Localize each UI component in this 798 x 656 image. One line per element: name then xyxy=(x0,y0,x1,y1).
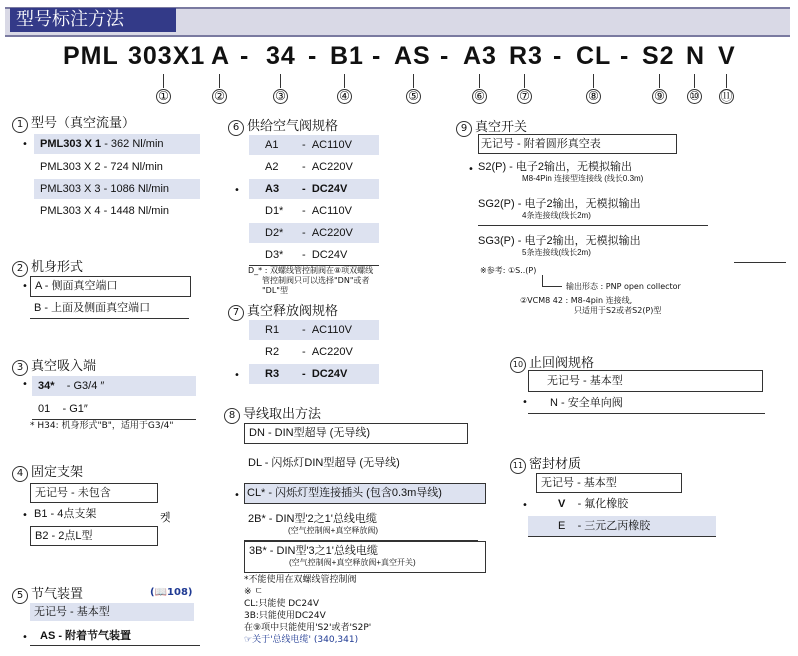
option-value: - 1086 Nl/min xyxy=(103,183,170,195)
option-code: E xyxy=(558,520,566,532)
section-number: 2 xyxy=(12,261,28,277)
option-row: 无记号 - 未包含 xyxy=(30,483,158,503)
section-8-title xyxy=(224,403,321,424)
option-row: D2* - AC220V xyxy=(249,223,379,243)
code-number: ④ xyxy=(337,89,352,104)
option-row xyxy=(244,510,478,541)
footnote: "DL"型 xyxy=(262,286,288,295)
bullet-icon: • xyxy=(234,370,240,381)
page-title: 型号标注方法 xyxy=(10,8,176,32)
code-part: B1 xyxy=(330,42,364,70)
option-main: 3B* - DIN型'3之1'总线电缆 xyxy=(249,545,378,557)
option-row xyxy=(34,201,200,221)
option-row xyxy=(34,134,200,154)
connector-line xyxy=(479,74,480,88)
option-row xyxy=(32,376,196,396)
footnotes xyxy=(244,574,371,646)
code-part: - xyxy=(553,42,563,70)
section-title-text: 机身形式 xyxy=(31,260,84,275)
footnote: D_* : 双螺线管控制阀在⑧项双螺线 xyxy=(248,266,374,275)
code-part: V xyxy=(718,42,736,70)
option-row: B - 上面及侧面真空端口 xyxy=(30,299,189,319)
code-number: ⑧ xyxy=(586,89,601,104)
option-code: D2* xyxy=(265,227,284,239)
option-sub: 5条连接线(线长2m) xyxy=(522,248,591,257)
footnote: ②VCM8 42 : M8-4pin 连接线, xyxy=(520,296,633,305)
section-title-text: 固定支架 xyxy=(31,465,84,480)
option-code: R2 xyxy=(265,346,280,358)
option-value: AC220V xyxy=(311,161,353,173)
option-value: AC110V xyxy=(311,324,352,336)
connector-line xyxy=(694,74,695,88)
option-row: DL - 闪烁灯DIN型超导 (无导线) xyxy=(248,457,400,469)
option-code: R1 xyxy=(265,324,280,336)
section-number: 9 xyxy=(456,121,472,137)
option-sub: 4条连接线(线长2m) xyxy=(522,211,591,220)
option-code: A2 xyxy=(265,161,279,173)
option-row: B2 - 2点L型 xyxy=(30,526,158,546)
option-row: R1 - AC110V xyxy=(249,320,379,340)
footnote: *不能使用在双螺线管控制阀 xyxy=(244,575,357,585)
footnote: ※参考: ①S..(P) xyxy=(480,266,537,275)
bullet-icon: • xyxy=(522,500,528,511)
footnote: 输出形态 : PNP open collector xyxy=(566,282,681,291)
footnote: 在⑨项中只能使用'S2'或者'S2P' xyxy=(244,623,372,633)
section-2-title xyxy=(12,256,83,277)
bullet-icon: • xyxy=(22,379,28,390)
book-icon: 📖 xyxy=(154,587,168,598)
code-number: ⑨ xyxy=(652,89,667,104)
section-title-text: 真空吸入端 xyxy=(31,359,97,374)
option-code: V xyxy=(558,498,566,510)
code-part: CL xyxy=(576,42,612,70)
code-number: ⑤ xyxy=(406,89,421,104)
bullet-icon: • xyxy=(234,185,240,196)
section-title-text: 止回阀规格 xyxy=(529,356,595,371)
code-part: N xyxy=(686,42,706,70)
code-part: A3 xyxy=(463,42,497,70)
option-row: R2 - AC220V xyxy=(249,342,379,362)
code-part: - xyxy=(240,42,250,70)
code-part: - xyxy=(440,42,450,70)
connector-line xyxy=(219,74,220,88)
code-part: PML xyxy=(63,42,119,70)
section-title-text: 真空开关 xyxy=(475,120,528,135)
footnote: 管控制阀只可以选择"DN"或者 xyxy=(262,276,370,285)
bullet-icon: • xyxy=(234,490,240,501)
option-row xyxy=(32,399,196,420)
option-row: 无记号 - 附着圆形真空表 xyxy=(478,134,677,154)
footnote: 3B:只能使用DC24V xyxy=(244,611,326,621)
option-row xyxy=(244,541,486,573)
option-code: PML303 X 4 xyxy=(40,205,101,217)
option-value: - 724 Nl/min xyxy=(103,161,163,173)
section-7-title xyxy=(228,300,338,321)
code-number: ⑦ xyxy=(517,89,532,104)
option-row xyxy=(536,473,682,493)
code-part: 34 xyxy=(266,42,296,70)
connector-line xyxy=(726,74,727,88)
connector-line xyxy=(413,74,414,88)
option-code: PML303 X 1 xyxy=(40,138,102,150)
section-3-title xyxy=(12,355,96,376)
option-code: R3 xyxy=(265,368,280,380)
connector-line xyxy=(344,74,345,88)
bullet-icon: • xyxy=(22,510,28,521)
footnote: * H34: 机身形式"B"，适用于G3/4" xyxy=(30,421,174,431)
code-part: 303X1 xyxy=(128,42,206,70)
option-row: 无记号 - 基本型 xyxy=(30,603,194,621)
section-number: 6 xyxy=(228,120,244,136)
bullet-icon: • xyxy=(22,281,28,292)
section-4-title xyxy=(12,461,83,482)
option-code: A1 xyxy=(265,139,279,151)
option-row: CL* - 闪烁灯型连接插头 (包含0.3m导线) xyxy=(244,483,486,504)
connector-line xyxy=(524,74,525,88)
code-part: AS xyxy=(394,42,431,70)
section-6-title xyxy=(228,115,338,136)
code-part: - xyxy=(308,42,318,70)
bullet-icon: • xyxy=(22,632,28,643)
code-part: - xyxy=(372,42,382,70)
option-row xyxy=(478,232,708,262)
option-value: AC220V xyxy=(311,346,353,358)
connector-line xyxy=(280,74,281,88)
code-part: R3 xyxy=(509,42,543,70)
option-row xyxy=(478,195,708,226)
section-5-title xyxy=(12,583,83,604)
section-title-text: 节气装置 xyxy=(31,587,84,602)
option-value: - 氟化橡胶 xyxy=(577,498,629,510)
arrow-line xyxy=(542,286,562,287)
option-sub: (空气控制阀+真空释放阀) xyxy=(288,526,378,535)
option-row: D3* - DC24V xyxy=(249,245,379,266)
code-number: ① xyxy=(156,89,171,104)
section-number: 10 xyxy=(510,357,526,373)
option-main: 2B* - DIN型'2之1'总线电缆 xyxy=(248,513,377,525)
section-title-text: 供给空气阀规格 xyxy=(247,119,339,134)
option-value: - G3/4 ″ xyxy=(66,380,105,392)
option-value: - 1448 Nl/min xyxy=(103,205,170,217)
footnote: ※ ㄷ xyxy=(244,587,264,597)
option-row: 无记号 - 基本型 xyxy=(528,370,763,392)
code-number: ⑩ xyxy=(687,89,702,104)
option-value: - 基本型 xyxy=(577,477,617,489)
section-number: 8 xyxy=(224,408,240,424)
connector-line xyxy=(659,74,660,88)
code-part: A xyxy=(211,42,231,70)
code-number: ② xyxy=(212,89,227,104)
page-reference-number: 108 xyxy=(167,587,188,598)
option-row: A2 - AC220V xyxy=(249,157,379,177)
section-number: 7 xyxy=(228,305,244,321)
section-title-text: 型号（真空流量） xyxy=(31,116,136,131)
option-value: DC24V xyxy=(311,368,348,380)
section-1-title xyxy=(12,112,135,133)
option-code: D1* xyxy=(265,205,284,217)
section-number: 4 xyxy=(12,466,28,482)
option-sub: M8-4Pin 连接型连接线 (线长0.3m) xyxy=(522,174,644,183)
section-11-title xyxy=(510,453,581,474)
option-code: PML303 X 3 xyxy=(40,183,101,195)
option-value: DC24V xyxy=(311,249,348,261)
option-row: N - 安全单向阀 xyxy=(528,393,765,414)
option-main: SG2(P) - 电子2输出，无模拟输出 xyxy=(478,198,641,210)
section-title-text: 密封材质 xyxy=(529,457,582,472)
section-number: 1 xyxy=(12,117,28,133)
section-number: 11 xyxy=(510,458,526,474)
option-sub: (空气控制阀+真空释放阀+真空开关) xyxy=(289,558,416,567)
option-value: DC24V xyxy=(311,183,348,195)
section-number: 5 xyxy=(12,588,28,604)
option-row: A - 侧面真空端口 xyxy=(30,276,191,297)
bullet-icon: • xyxy=(22,139,28,150)
option-row: R3 - DC24V xyxy=(249,364,379,384)
stray-glyph: 켓 xyxy=(160,512,171,524)
option-code: A3 xyxy=(265,183,280,195)
footnote: CL:只能使 DC24V xyxy=(244,599,320,609)
option-row: A3 - DC24V xyxy=(249,179,379,199)
option-row xyxy=(536,495,708,513)
option-row xyxy=(478,158,708,188)
reference-link[interactable]: ☞关于'总线电缆' (340,341) xyxy=(244,635,359,645)
section-number: 3 xyxy=(12,360,28,376)
option-value: AC110V xyxy=(311,139,352,151)
option-value: AC110V xyxy=(311,205,352,217)
bullet-icon: • xyxy=(522,397,528,408)
option-code: D3* xyxy=(265,249,284,261)
option-code: 01 xyxy=(38,403,51,415)
bullet-icon: • xyxy=(468,164,474,175)
option-code: 无记号 xyxy=(541,477,574,489)
section-title-text: 导线取出方法 xyxy=(243,407,322,422)
option-row: B1 - 4点支架 xyxy=(34,508,97,520)
connector-line xyxy=(163,74,164,88)
code-part: S2 xyxy=(642,42,675,70)
option-row: AS - 附着节气装置 xyxy=(30,627,200,646)
option-value: - G1″ xyxy=(62,403,88,415)
option-value: AC220V xyxy=(311,227,353,239)
option-row: D1* - AC110V xyxy=(249,201,379,221)
option-row xyxy=(34,157,200,177)
page-reference: (📖108) xyxy=(150,587,193,598)
footnote: 只适用于S2或者S2(P)型 xyxy=(574,306,662,315)
option-main: SG3(P) - 电子2输出，无模拟输出 xyxy=(478,235,641,247)
section-title-text: 真空释放阀规格 xyxy=(247,304,339,319)
divider xyxy=(734,262,786,263)
option-value: - 三元乙丙橡胶 xyxy=(577,520,651,532)
option-row xyxy=(528,516,716,537)
option-row xyxy=(34,179,200,199)
option-code: 34* xyxy=(38,380,55,392)
code-part: - xyxy=(620,42,630,70)
option-value: - 362 Nl/min xyxy=(104,138,164,150)
connector-line xyxy=(593,74,594,88)
code-number: ⑥ xyxy=(472,89,487,104)
option-row: DN - DIN型超导 (无导线) xyxy=(244,423,468,444)
code-number: ③ xyxy=(273,89,288,104)
option-code: PML303 X 2 xyxy=(40,161,101,173)
option-main: S2(P) - 电子2输出，无模拟输出 xyxy=(478,161,633,173)
option-row: A1 - AC110V xyxy=(249,135,379,155)
code-number: ⑪ xyxy=(720,89,733,103)
